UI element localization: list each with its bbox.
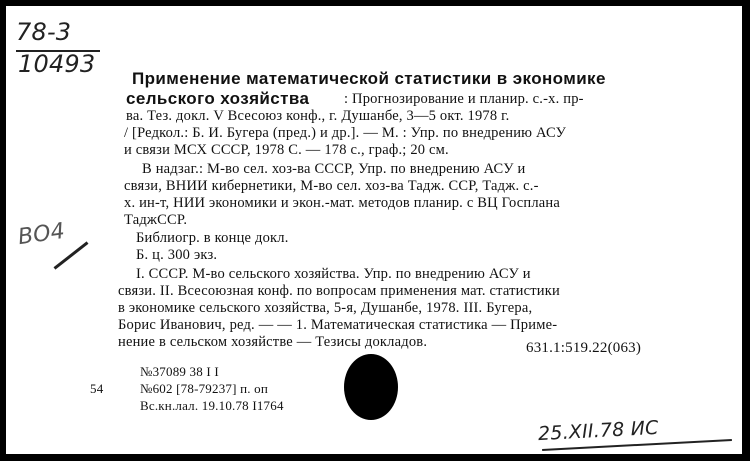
order-prefix: 54 bbox=[90, 381, 104, 396]
order-line: №602 [78-79237] п. оп bbox=[140, 381, 269, 396]
note-line-1: В надзаг.: М-во сел. хоз-ва СССР, Упр. по внедрению АСУ и bbox=[142, 161, 526, 177]
tracings-line-3: в экономике сельского хозяйства, 5-я, Душанбе, 1978. III. Бугера, bbox=[118, 300, 533, 316]
punch-hole bbox=[344, 354, 398, 420]
note-line-4: ТаджССР. bbox=[124, 212, 188, 228]
card-number: №37089 38 I I bbox=[140, 364, 219, 379]
tracings-line-5: нение в сельском хозяйстве — Тезисы докладов. bbox=[118, 334, 428, 350]
call-number-bottom: 10493 bbox=[18, 50, 96, 78]
pen-stroke-mark bbox=[54, 241, 89, 269]
note-line-2: связи, ВНИИ кибернетики, М-во сел. хоз-ва Тадж. ССР, Тадж. с.- bbox=[124, 178, 539, 194]
description-line-1: : Прогнозирование и планир. с.-х. пр- bbox=[344, 91, 584, 107]
bibliography-note: Библиогр. в конце докл. bbox=[136, 230, 289, 246]
classification-index: 631.1:519.22(063) bbox=[526, 340, 642, 356]
tracings-line-4: Борис Иванович, ред. — — 1. Математическая статистика — Приме- bbox=[118, 317, 558, 333]
entry-date: Вс.кн.лал. 19.10.78 I1764 bbox=[140, 398, 284, 413]
handwritten-date-initials: 25.XII.78 ИС bbox=[537, 416, 660, 446]
call-number-top: 78-3 bbox=[16, 18, 72, 46]
tracings-line-2: связи. II. Всесоюзная конф. по вопросам применения мат. статистики bbox=[118, 283, 560, 299]
handwritten-left-mark: ВО4 bbox=[16, 218, 67, 251]
title-bold-line1: Применение математической статистики в экономике bbox=[132, 69, 606, 88]
title-bold-line2: сельского хозяйства bbox=[126, 89, 310, 108]
note-line-3: х. ин-т, НИИ экономики и экон.-мат. методов планир. с ВЦ Госплана bbox=[124, 195, 561, 211]
catalog-card bbox=[6, 6, 742, 454]
description-line-2: ва. Тез. докл. V Всесоюз конф., г. Душанбе, 3—5 окт. 1978 г. bbox=[126, 108, 510, 124]
tracings-line-1: I. СССР. М-во сельского хозяйства. Упр. по внедрению АСУ и bbox=[136, 266, 531, 282]
price-line: Б. ц. 300 экз. bbox=[136, 247, 218, 263]
description-line-3: / [Редкол.: Б. И. Бугера (пред.) и др.]. — М. : Упр. по внедрению АСУ bbox=[124, 125, 567, 141]
description-line-4: и связи МСХ СССР, 1978 С. — 178 с., граф.; 20 см. bbox=[124, 142, 449, 158]
